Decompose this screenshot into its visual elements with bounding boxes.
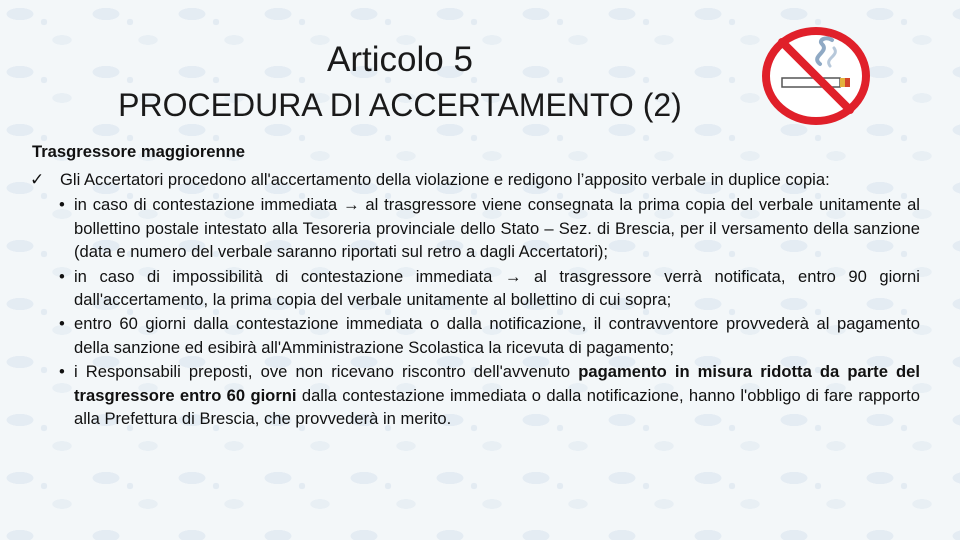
bullet-icon: • <box>59 362 65 382</box>
item-1-before: in caso di contestazione immediata <box>74 195 338 215</box>
bullet-icon: • <box>59 266 65 286</box>
check-item <box>30 168 920 191</box>
check-icon: ✓ <box>30 170 45 190</box>
no-smoking-icon <box>760 26 872 126</box>
item-4-pre: i Responsabili preposti, ove non ricevano riscontro dell'avvenuto <box>74 362 579 382</box>
item-4-post: dalla contestazione immediata o dalla notificazione, hanno l'obbligo di fare rapporto alla Prefettura di Brescia, che provvederà in merito. <box>74 385 921 428</box>
arrow-icon: → <box>504 266 522 286</box>
check-text: Gli Accertatori procedono all'accertamento della violazione e redigono l’apposito verbale in duplice copia: <box>60 170 830 190</box>
bullet-icon: • <box>59 195 65 215</box>
item-4-bold: pagamento in misura ridotta da parte del trasgressore entro 60 giorni <box>74 362 921 405</box>
content <box>30 140 920 431</box>
bullet-list <box>30 193 920 430</box>
item-2-after: al trasgressore verrà notificata, entro 90 giorni dall'accertamento, la prima copia del verbale unitamente al bollettino di cui sopra; <box>74 266 920 309</box>
bullet-item-4 <box>59 360 921 430</box>
slide-title: Articolo 5 <box>327 40 473 79</box>
bullet-item-2 <box>59 265 920 311</box>
bullet-item-3 <box>59 312 920 358</box>
item-3-text: entro 60 giorni dalla contestazione immediata o dalla notificazione, il contravventore provvederà al pagamento della sanzione ed esibirà all'Amministrazione Scolastica la ricevuta di pagamento; <box>74 314 920 357</box>
arrow-icon: → <box>342 195 360 215</box>
bullet-icon: • <box>59 314 65 334</box>
item-2-before: in caso di impossibilità di contestazione immediata <box>74 266 493 286</box>
bullet-item-1 <box>59 193 920 263</box>
slide-subtitle: PROCEDURA DI ACCERTAMENTO (2) <box>118 87 682 123</box>
item-1-after: al trasgressore viene consegnata la prima copia del verbale unitamente al bollettino postale intestato alla Tesoreria provinciale dello Stato – Sez. di Brescia, per il versamento della sanzione (data e numero del verbale saranno riportati sul retro a dagli Accertatori); <box>74 195 920 261</box>
section-heading: Trasgressore maggiorenne <box>32 142 246 161</box>
